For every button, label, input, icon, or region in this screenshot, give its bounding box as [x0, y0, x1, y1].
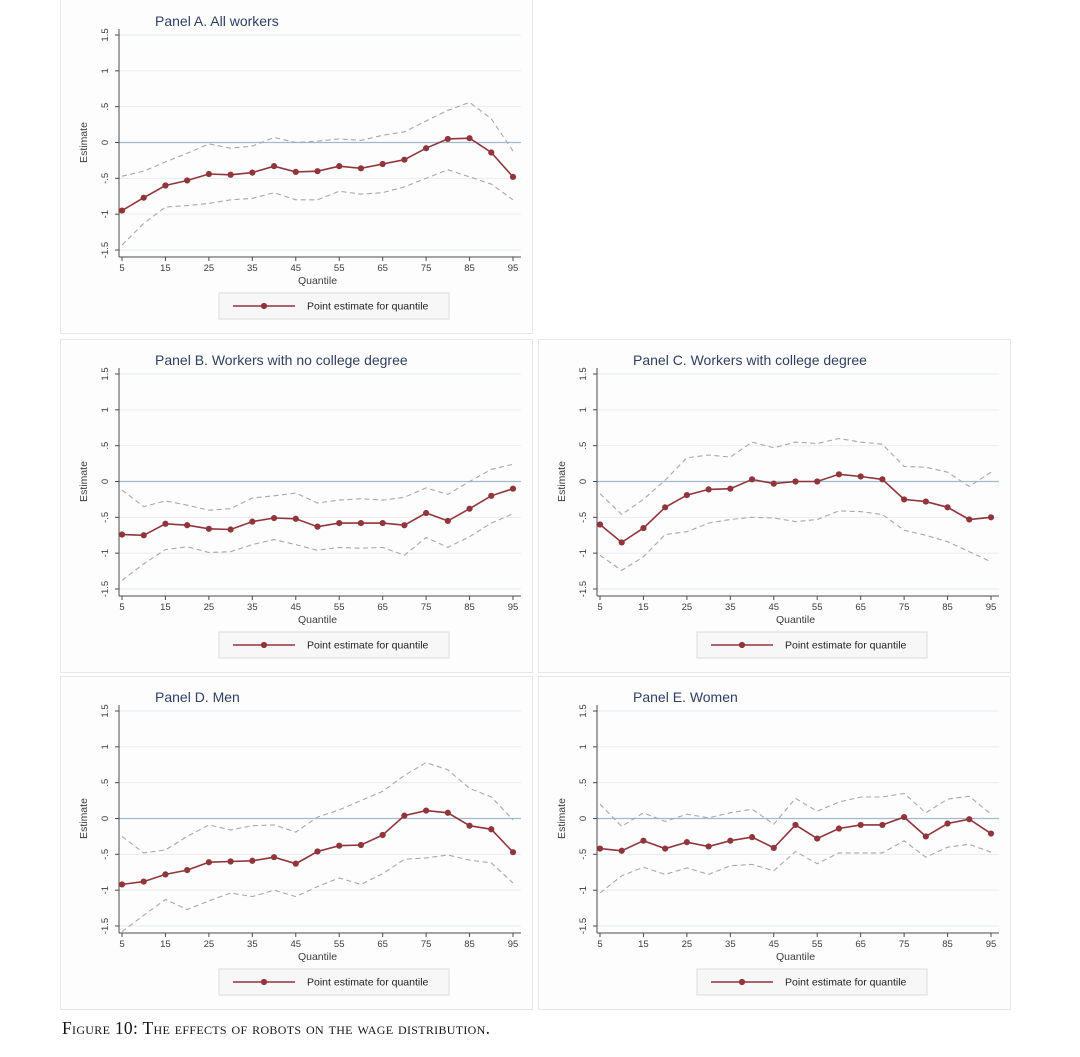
- x-tick-label: 75: [898, 602, 910, 613]
- estimate-point: [271, 854, 277, 860]
- y-tick-label: -.5: [100, 172, 111, 184]
- y-tick-label: -1.5: [578, 580, 589, 598]
- x-tick-label: 55: [811, 602, 823, 613]
- estimate-point: [662, 846, 668, 852]
- x-tick-label: 55: [333, 602, 345, 613]
- x-tick-label: 5: [119, 263, 125, 274]
- estimate-point: [293, 169, 299, 175]
- estimate-point: [510, 174, 516, 180]
- estimate-point: [619, 848, 625, 854]
- estimate-point: [510, 486, 516, 492]
- x-tick-label: 95: [507, 939, 519, 950]
- estimate-point: [401, 522, 407, 528]
- x-tick-label: 95: [507, 602, 519, 613]
- x-tick-label: 75: [898, 939, 910, 950]
- estimate-point: [445, 518, 451, 524]
- y-tick-label: .5: [578, 778, 589, 787]
- x-tick-label: 55: [811, 939, 823, 950]
- estimate-point: [662, 504, 668, 510]
- y-tick-label: .5: [100, 441, 111, 450]
- estimate-point: [162, 871, 168, 877]
- legend-label: Point estimate for quantile: [307, 976, 429, 989]
- legend-marker-sample: [739, 979, 745, 985]
- x-tick-label: 15: [160, 602, 171, 613]
- ci-upper-line: [122, 464, 513, 510]
- x-tick-label: 85: [464, 602, 475, 613]
- x-tick-label: 85: [464, 939, 475, 950]
- x-tick-label: 35: [725, 602, 736, 613]
- estimate-line: [122, 138, 513, 210]
- legend-label: Point estimate for quantile: [785, 639, 907, 652]
- estimate-point: [249, 519, 255, 525]
- x-tick-label: 25: [681, 939, 693, 950]
- x-axis-title: Quantile: [297, 614, 338, 626]
- x-tick-label: 65: [855, 939, 866, 950]
- y-tick-label: -.5: [100, 848, 111, 860]
- x-tick-label: 5: [597, 602, 603, 613]
- x-tick-label: 35: [247, 263, 258, 274]
- estimate-point: [184, 177, 190, 183]
- estimate-point: [119, 531, 125, 537]
- legend-label: Point estimate for quantile: [307, 639, 429, 652]
- y-tick-label: -1: [578, 885, 589, 895]
- x-tick-label: 15: [160, 939, 171, 950]
- estimate-point: [314, 168, 320, 174]
- estimate-point: [380, 161, 386, 167]
- y-tick-label: 1: [100, 407, 111, 413]
- estimate-point: [445, 810, 451, 816]
- estimate-point: [184, 867, 190, 873]
- estimate-point: [510, 849, 516, 855]
- x-tick-label: 45: [768, 602, 780, 613]
- y-tick-label: -1.5: [578, 917, 589, 935]
- estimate-point: [923, 498, 929, 504]
- legend-marker-sample: [261, 642, 267, 648]
- estimate-point: [162, 521, 168, 527]
- x-tick-label: 45: [768, 939, 780, 950]
- x-tick-label: 25: [203, 263, 215, 274]
- panel-c-plot: [539, 340, 1010, 672]
- estimate-point: [314, 524, 320, 530]
- x-tick-label: 35: [247, 602, 258, 613]
- x-tick-label: 75: [420, 939, 432, 950]
- panel-title: Panel C. Workers with college degree: [633, 352, 867, 368]
- estimate-point: [771, 481, 777, 487]
- panel-title: Panel B. Workers with no college degree: [155, 352, 408, 368]
- estimate-point: [466, 823, 472, 829]
- x-tick-label: 5: [119, 602, 125, 613]
- panel-title: Panel A. All workers: [155, 13, 279, 29]
- x-tick-label: 65: [377, 602, 388, 613]
- x-tick-label: 95: [507, 263, 519, 274]
- panel-a-card: [60, 0, 533, 334]
- estimate-point: [640, 838, 646, 844]
- x-axis-title: Quantile: [775, 951, 816, 963]
- y-tick-label: 0: [578, 815, 589, 822]
- x-tick-label: 15: [638, 939, 649, 950]
- estimate-point: [597, 521, 603, 527]
- estimate-line: [122, 811, 513, 885]
- estimate-point: [640, 525, 646, 531]
- estimate-point: [749, 476, 755, 482]
- estimate-point: [380, 832, 386, 838]
- y-tick-label: -.5: [100, 511, 111, 523]
- estimate-point: [336, 843, 342, 849]
- estimate-point: [271, 163, 277, 169]
- panel-e-plot: [539, 677, 1010, 1009]
- estimate-point: [792, 822, 798, 828]
- estimate-point: [771, 845, 777, 851]
- x-tick-label: 65: [855, 602, 866, 613]
- estimate-point: [858, 473, 864, 479]
- ci-lower-line: [122, 855, 513, 932]
- estimate-point: [619, 539, 625, 545]
- estimate-point: [336, 520, 342, 526]
- estimate-point: [727, 838, 733, 844]
- estimate-point: [814, 478, 820, 484]
- estimate-point: [249, 858, 255, 864]
- y-tick-label: -1.5: [100, 241, 111, 259]
- estimate-point: [401, 813, 407, 819]
- estimate-point: [293, 516, 299, 522]
- panel-b-plot: [61, 340, 532, 672]
- estimate-point: [597, 846, 603, 852]
- panel-title: Panel E. Women: [633, 689, 738, 705]
- estimate-point: [271, 515, 277, 521]
- panel-e-card: [538, 676, 1011, 1010]
- y-tick-label: 1.5: [100, 367, 111, 381]
- y-tick-label: 0: [100, 139, 111, 146]
- estimate-point: [358, 520, 364, 526]
- estimate-point: [488, 493, 494, 499]
- x-tick-label: 75: [420, 602, 432, 613]
- estimate-point: [466, 135, 472, 141]
- x-tick-label: 65: [377, 939, 388, 950]
- estimate-point: [423, 145, 429, 151]
- y-axis-title: Estimate: [78, 461, 90, 502]
- y-tick-label: .5: [100, 102, 111, 111]
- estimate-point: [814, 835, 820, 841]
- estimate-point: [836, 471, 842, 477]
- panel-a-plot: [61, 1, 532, 333]
- x-tick-label: 65: [377, 263, 388, 274]
- x-axis-title: Quantile: [297, 275, 338, 287]
- y-tick-label: -1: [100, 885, 111, 895]
- estimate-point: [184, 522, 190, 528]
- y-tick-label: -1: [100, 209, 111, 219]
- estimate-point: [119, 207, 125, 213]
- estimate-point: [944, 504, 950, 510]
- estimate-point: [358, 842, 364, 848]
- estimate-point: [423, 510, 429, 516]
- estimate-point: [445, 136, 451, 142]
- estimate-point: [901, 496, 907, 502]
- panel-d-plot: [61, 677, 532, 1009]
- estimate-point: [358, 165, 364, 171]
- x-tick-label: 25: [203, 939, 215, 950]
- y-axis-title: Estimate: [78, 798, 90, 839]
- y-axis-title: Estimate: [556, 461, 568, 502]
- figure-caption: Figure 10: The effects of robots on the wage distribution.: [62, 1018, 491, 1038]
- x-axis-title: Quantile: [297, 951, 338, 963]
- x-tick-label: 55: [333, 263, 345, 274]
- estimate-point: [966, 516, 972, 522]
- legend-marker-sample: [739, 642, 745, 648]
- x-tick-label: 85: [464, 263, 475, 274]
- x-tick-label: 25: [203, 602, 215, 613]
- x-tick-label: 45: [290, 602, 302, 613]
- ci-lower-line: [600, 511, 991, 571]
- x-tick-label: 35: [247, 939, 258, 950]
- panel-title: Panel D. Men: [155, 689, 240, 705]
- estimate-point: [228, 858, 234, 864]
- y-axis-title: Estimate: [78, 122, 90, 163]
- estimate-point: [944, 820, 950, 826]
- estimate-point: [749, 834, 755, 840]
- estimate-point: [293, 861, 299, 867]
- estimate-point: [423, 808, 429, 814]
- estimate-point: [141, 878, 147, 884]
- y-tick-label: 0: [100, 478, 111, 485]
- x-tick-label: 45: [290, 263, 302, 274]
- estimate-point: [879, 476, 885, 482]
- x-tick-label: 85: [942, 939, 953, 950]
- estimate-point: [336, 163, 342, 169]
- estimate-point: [988, 830, 994, 836]
- estimate-point: [488, 149, 494, 155]
- estimate-point: [401, 157, 407, 163]
- x-tick-label: 55: [333, 939, 345, 950]
- estimate-point: [792, 478, 798, 484]
- estimate-point: [706, 486, 712, 492]
- estimate-point: [988, 514, 994, 520]
- x-tick-label: 95: [985, 939, 997, 950]
- y-tick-label: -1.5: [100, 917, 111, 935]
- y-tick-label: .5: [578, 441, 589, 450]
- x-tick-label: 25: [681, 602, 693, 613]
- ci-lower-line: [600, 841, 991, 893]
- x-tick-label: 45: [290, 939, 302, 950]
- estimate-point: [727, 486, 733, 492]
- estimate-point: [141, 195, 147, 201]
- legend-label: Point estimate for quantile: [785, 976, 907, 989]
- x-tick-label: 15: [160, 263, 171, 274]
- estimate-point: [879, 822, 885, 828]
- x-tick-label: 5: [119, 939, 125, 950]
- x-tick-label: 85: [942, 602, 953, 613]
- y-tick-label: .5: [100, 778, 111, 787]
- estimate-point: [836, 825, 842, 831]
- ci-upper-line: [600, 793, 991, 826]
- estimate-point: [206, 526, 212, 532]
- estimate-point: [228, 172, 234, 178]
- estimate-point: [162, 182, 168, 188]
- y-tick-label: 1.5: [578, 367, 589, 381]
- panel-d-card: [60, 676, 533, 1010]
- estimate-point: [488, 826, 494, 832]
- y-tick-label: -1.5: [100, 580, 111, 598]
- x-tick-label: 15: [638, 602, 649, 613]
- estimate-point: [466, 506, 472, 512]
- panel-b-card: [60, 339, 533, 673]
- y-tick-label: 1.5: [578, 704, 589, 718]
- estimate-point: [141, 532, 147, 538]
- estimate-point: [858, 822, 864, 828]
- y-tick-label: 1: [100, 68, 111, 74]
- x-tick-label: 35: [725, 939, 736, 950]
- y-tick-label: 1: [100, 744, 111, 750]
- estimate-point: [249, 170, 255, 176]
- x-axis-title: Quantile: [775, 614, 816, 626]
- estimate-point: [901, 814, 907, 820]
- x-tick-label: 95: [985, 602, 997, 613]
- estimate-point: [380, 520, 386, 526]
- estimate-point: [314, 848, 320, 854]
- estimate-point: [228, 526, 234, 532]
- ci-upper-line: [122, 763, 513, 853]
- estimate-point: [684, 492, 690, 498]
- y-tick-label: -1: [578, 548, 589, 558]
- estimate-point: [966, 816, 972, 822]
- y-tick-label: -.5: [578, 848, 589, 860]
- estimate-point: [206, 859, 212, 865]
- estimate-point: [119, 881, 125, 887]
- y-tick-label: 1.5: [100, 28, 111, 42]
- legend-marker-sample: [261, 303, 267, 309]
- x-tick-label: 75: [420, 263, 432, 274]
- y-axis-title: Estimate: [556, 798, 568, 839]
- estimate-point: [923, 833, 929, 839]
- y-tick-label: 1.5: [100, 704, 111, 718]
- ci-lower-line: [122, 170, 513, 245]
- y-tick-label: 0: [578, 478, 589, 485]
- estimate-point: [206, 171, 212, 177]
- y-tick-label: 0: [100, 815, 111, 822]
- estimate-point: [684, 839, 690, 845]
- legend-marker-sample: [261, 979, 267, 985]
- panel-c-card: [538, 339, 1011, 673]
- legend-label: Point estimate for quantile: [307, 300, 429, 313]
- y-tick-label: -1: [100, 548, 111, 558]
- y-tick-label: -.5: [578, 511, 589, 523]
- estimate-point: [706, 843, 712, 849]
- x-tick-label: 5: [597, 939, 603, 950]
- y-tick-label: 1: [578, 407, 589, 413]
- y-tick-label: 1: [578, 744, 589, 750]
